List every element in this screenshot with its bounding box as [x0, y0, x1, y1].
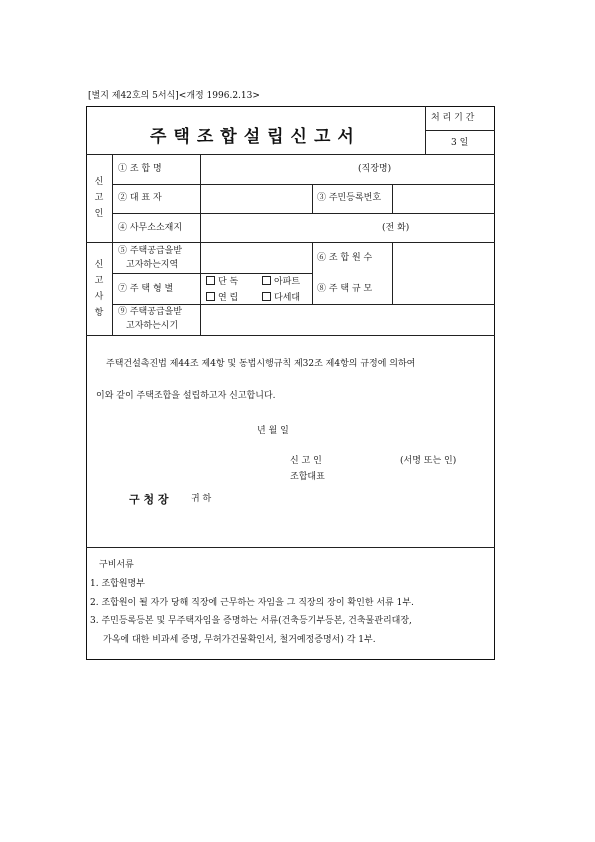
supply-region-field[interactable] [201, 243, 311, 272]
member-left-line [312, 242, 313, 304]
recipient-label: 구 청 장 [129, 493, 169, 506]
resident-number-field[interactable] [393, 185, 494, 212]
checkbox-icon [206, 292, 215, 301]
signature-label: (서명 또는 인) [400, 456, 457, 466]
document-item-3: 3. 주민등록등본 및 무주택자임을 증명하는 서류(건축등기부등본, 건축물관리대장, [90, 616, 412, 626]
member-count-field[interactable] [393, 243, 494, 303]
documents-heading: 구비서류 [99, 560, 134, 570]
resident-number-label: ③ 주민등록번호 [317, 193, 382, 203]
type-rowhouse-label: 연 립 [218, 293, 239, 303]
supply-time-field[interactable] [201, 305, 494, 334]
office-address-label: ④ 사무소소재지 [118, 223, 183, 233]
housing-size-label: ⑧ 주 택 규 모 [317, 284, 373, 294]
rrn-left-line [312, 184, 313, 213]
document-item-3-cont: 가옥에 대한 비과세 증명, 무허가건물확인서, 철거예정증명서) 각 1부. [103, 635, 376, 645]
supply-region-label-1: ⑤ 주택공급을받 [118, 246, 183, 256]
processing-period-label: 처 리 기 간 [431, 113, 475, 123]
supply-time-label-2: 고자하는시기 [126, 321, 179, 331]
form-title: 주택조합설립신고서 [150, 127, 361, 147]
form-number-note: [별지 제42호의 5서식]<개정 1996.2.13> [88, 91, 260, 101]
processing-divider [425, 130, 495, 131]
union-rep-label: 조합대표 [290, 472, 325, 482]
supply-time-label-1: ⑨ 주택공급을받 [118, 307, 183, 317]
supply-region-label-2: 고자하는지역 [126, 260, 179, 270]
row4-bottom [112, 273, 312, 274]
type-detached-option[interactable] [206, 276, 238, 287]
workplace-label: (직장명) [358, 164, 392, 174]
section-col-line [112, 154, 113, 335]
documents-divider [86, 547, 495, 548]
document-item-2: 2. 조합원이 될 자가 당해 직장에 근무하는 자임을 그 직장의 장이 확인한 서류 1부. [90, 598, 414, 608]
phone-label: (전 화) [382, 223, 410, 233]
processing-period-value: 3 일 [451, 138, 469, 148]
applicant-section-label: 신 고 인 [94, 177, 104, 219]
report-section-label: 신 고 사 항 [94, 260, 104, 318]
housing-type-label: ⑦ 주 택 형 별 [118, 284, 174, 294]
declarant-label: 신 고 인 [290, 456, 322, 466]
member-count-label: ⑥ 조 합 원 수 [317, 253, 373, 263]
type-multiplex-label: 다세대 [274, 293, 301, 303]
union-name-field[interactable] [201, 155, 351, 183]
checkbox-icon [206, 276, 215, 285]
statement-line-2: 이와 같이 주택조합을 설립하고자 신고합니다. [96, 391, 276, 401]
statement-line-1: 주택건설촉진법 제44조 제4항 및 동법시행규칙 제32조 제4항의 규정에 의하여 [106, 359, 416, 369]
checkbox-icon [262, 276, 271, 285]
type-detached-label: 단 독 [218, 277, 239, 287]
representative-label: ② 대 표 자 [118, 193, 162, 203]
type-multiplex-option[interactable] [262, 292, 300, 303]
recipient-suffix: 귀 하 [191, 494, 212, 504]
checkbox-icon [262, 292, 271, 301]
type-rowhouse-option[interactable] [206, 292, 238, 303]
info-table-bottom [86, 335, 495, 336]
type-apartment-label: 아파트 [274, 277, 301, 287]
date-line: 년 월 일 [257, 426, 289, 436]
representative-field[interactable] [201, 185, 311, 212]
document-item-1: 1. 조합원명부 [90, 579, 145, 589]
union-name-label: ① 조 합 명 [118, 164, 162, 174]
type-apartment-option[interactable] [262, 276, 300, 287]
office-address-field[interactable] [201, 214, 351, 241]
